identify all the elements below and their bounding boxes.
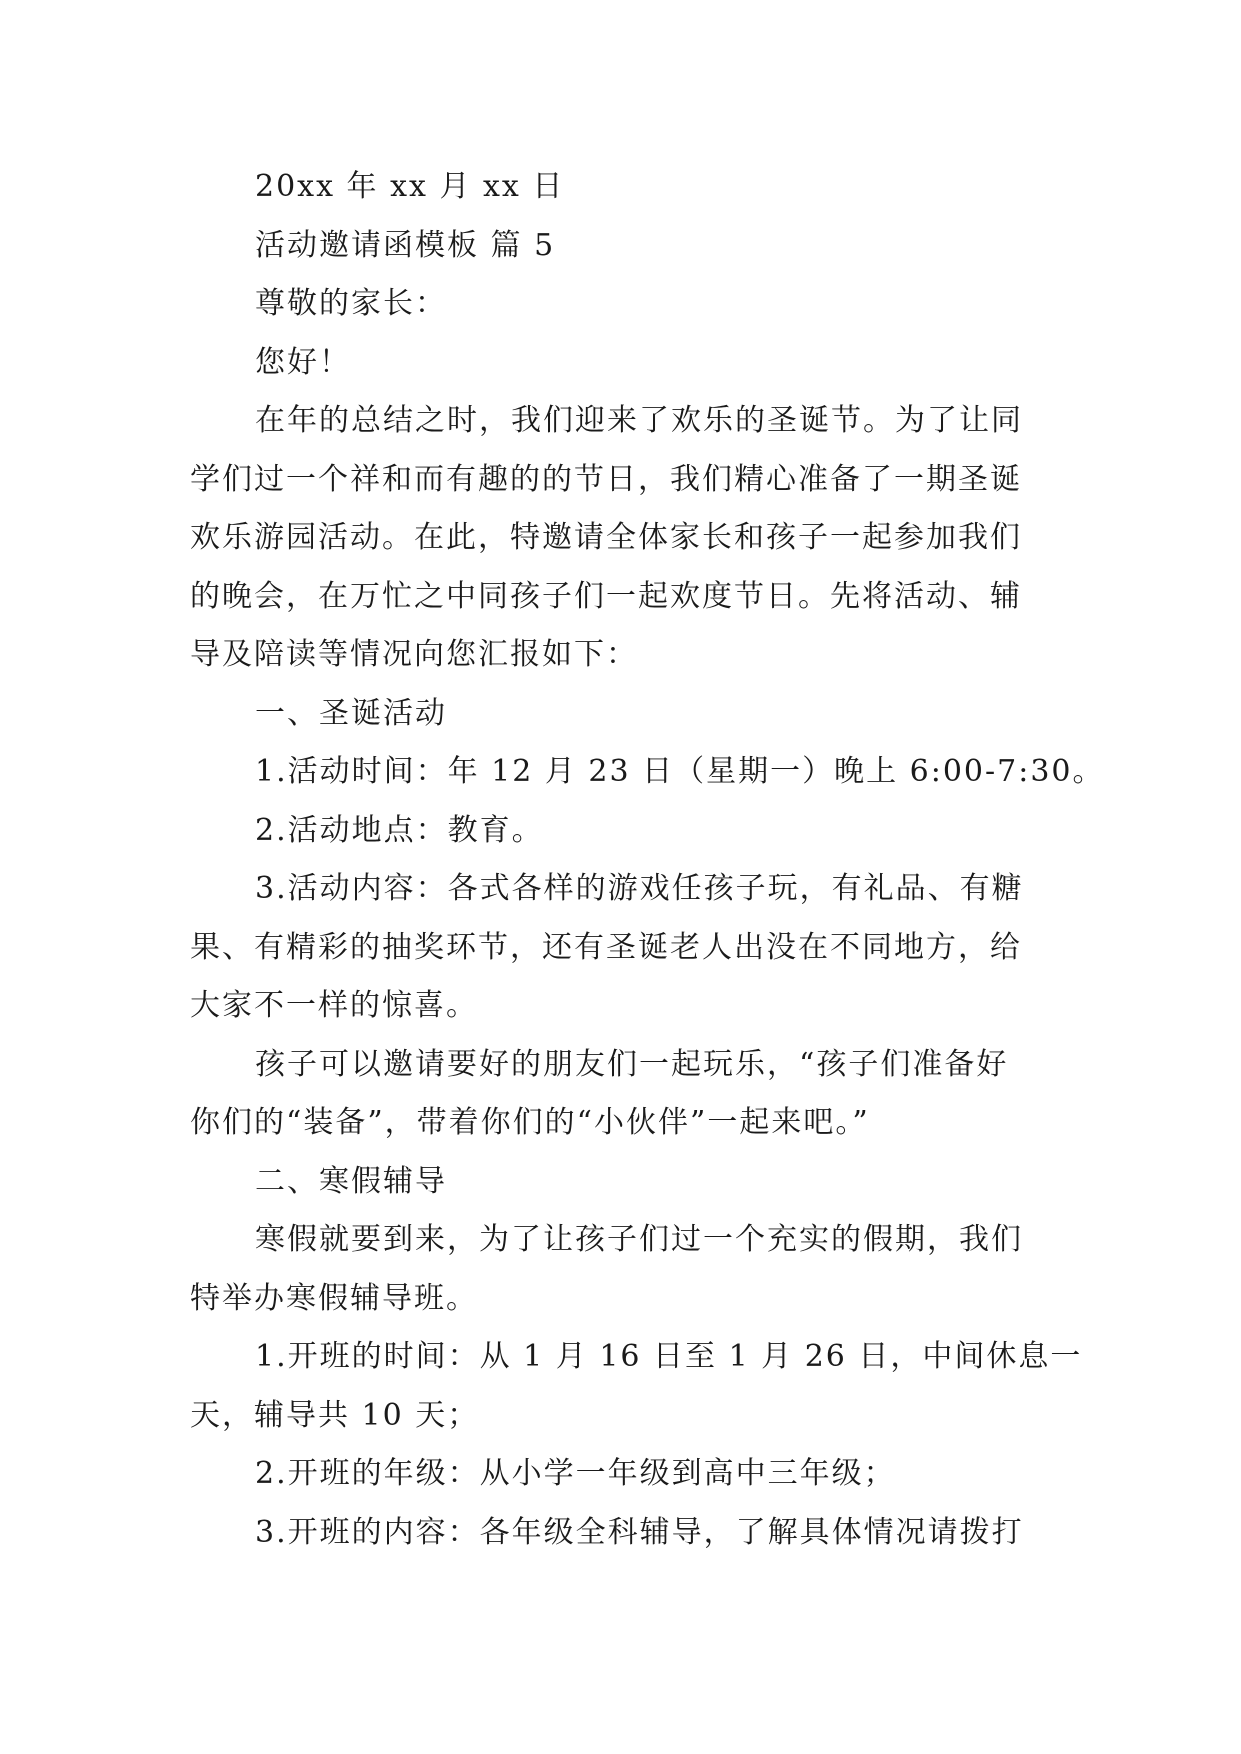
paragraph-line: 在年的总结之时，我们迎来了欢乐的圣诞节。为了让同 [255, 403, 1023, 438]
paragraph-line: 学们过一个祥和而有趣的的节日，我们精心准备了一期圣诞 [190, 461, 1022, 497]
paragraph-line: 欢乐游园活动。在此，特邀请全体家长和孩子一起参加我们 [190, 520, 1022, 555]
document-body [190, 158, 1105, 1562]
section-heading: 二、寒假辅导 [255, 1163, 447, 1199]
list-item: 2.活动地点：教育。 [255, 812, 544, 848]
date-line: 20xx 年 xx 月 xx 日 [255, 169, 565, 204]
paragraph-line: 导及陪读等情况向您汇报如下： [190, 637, 638, 672]
document-title: 活动邀请函模板 篇 5 [255, 227, 556, 263]
salutation: 尊敬的家长： [255, 286, 447, 321]
paragraph-line: 的晚会，在万忙之中同孩子们一起欢度节日。先将活动、辅 [190, 578, 1022, 614]
greeting: 您好！ [255, 344, 351, 380]
paragraph-line: 大家不一样的惊喜。 [190, 988, 478, 1023]
list-item: 2.开班的年级：从小学一年级到高中三年级； [255, 1456, 896, 1491]
list-item: 1.活动时间：年 12 月 23 日（星期一）晚上 6:00-7:30。 [255, 754, 1105, 789]
paragraph-line: 果、有精彩的抽奖环节，还有圣诞老人出没在不同地方，给 [190, 929, 1022, 965]
paragraph-line: 寒假就要到来，为了让孩子们过一个充实的假期，我们 [255, 1222, 1023, 1257]
paragraph-line: 孩子可以邀请要好的朋友们一起玩乐，“孩子们准备好 [255, 1046, 1009, 1082]
section-heading: 一、圣诞活动 [255, 695, 447, 731]
list-item: 3.开班的内容：各年级全科辅导，了解具体情况请拨打 [255, 1514, 1024, 1550]
paragraph-line: 天，辅导共 10 天； [190, 1397, 480, 1433]
list-item: 3.活动内容：各式各样的游戏任孩子玩，有礼品、有糖 [255, 871, 1024, 906]
paragraph-line: 你们的“装备”，带着你们的“小伙伴”一起来吧。” [190, 1105, 870, 1140]
paragraph-line: 特举办寒假辅导班。 [190, 1280, 478, 1316]
list-item: 1.开班的时间：从 1 月 16 日至 1 月 26 日，中间休息一 [255, 1339, 1083, 1374]
